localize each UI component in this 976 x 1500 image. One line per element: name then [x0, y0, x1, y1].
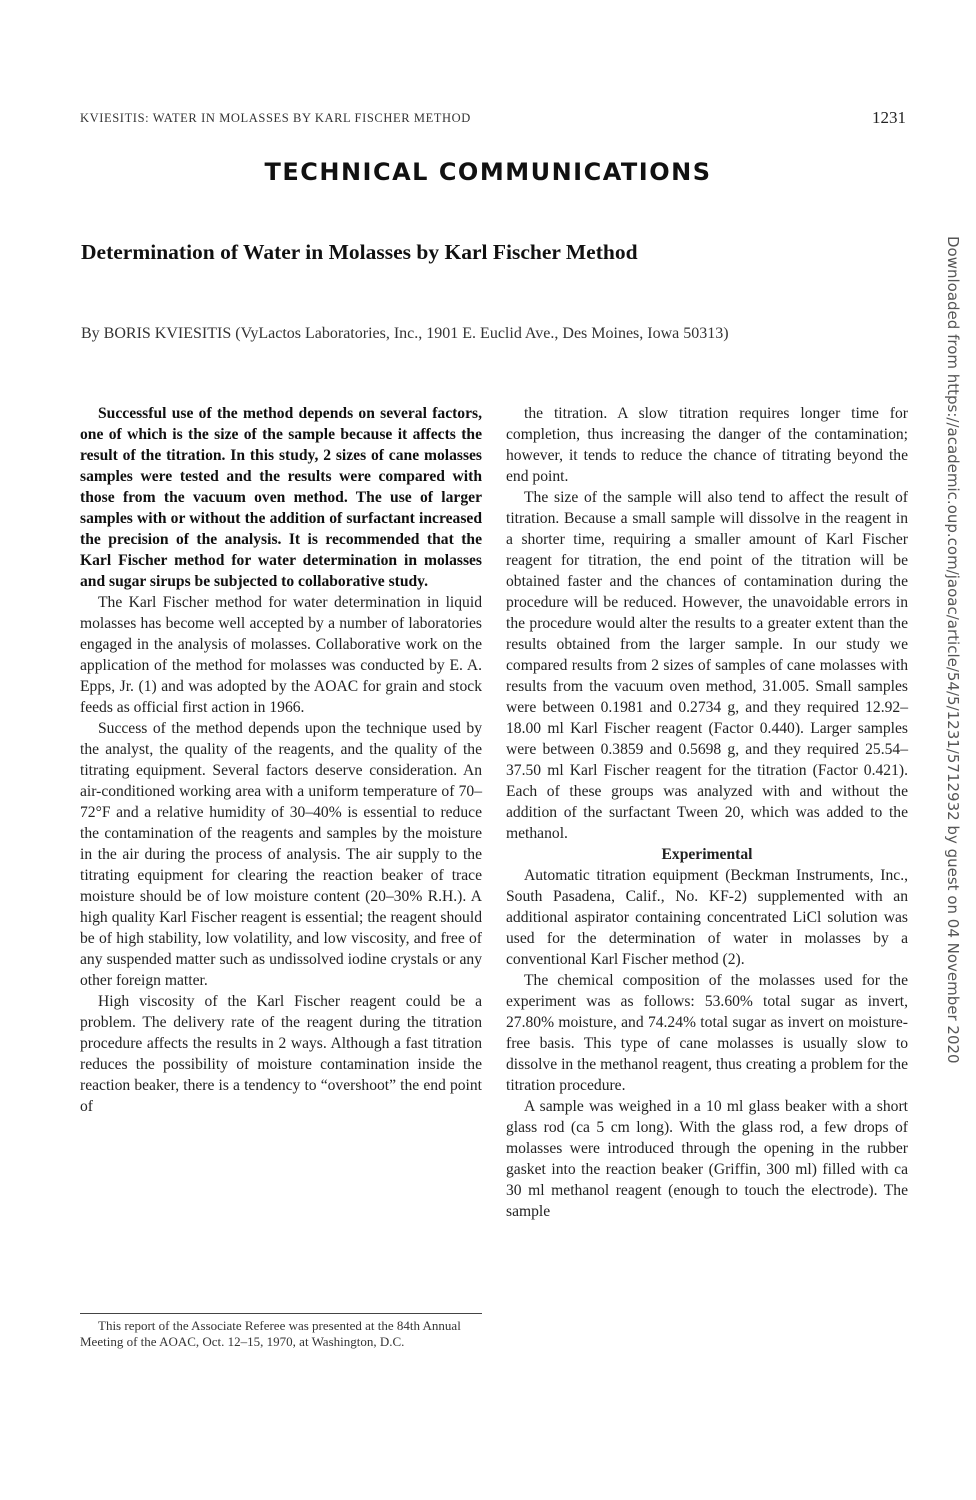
download-watermark: Downloaded from https://academic.oup.com/jaoac/article/54/5/1231/5712932 by guest on 04 November 2020	[944, 236, 962, 1064]
body-paragraph: the titration. A slow titration requires longer time for completion, thus increasing the danger of the contamination; however, it tends to reduce the chance of titrating beyond the end point.	[506, 405, 908, 485]
page-number: 1231	[872, 108, 906, 127]
body-paragraph: Success of the method depends upon the technique used by the analyst, the quality of the reagents, and the quality of the titrating equipment. Several factors deserve consideration. An air-conditioned working area with a uniform temperature of 70–72°F and a relative humidity of 30–40% is essential to reduce the contamination of the reagents and samples by the moisture in the air during the process of analysis. The air supply to the titrating equipment for clearing the reaction beaker of trace moisture should be of low moisture content (20–30% R.H.). A high quality Karl Fischer reagent is essential; the reagent should be of high stability, low volatility, and low viscosity, and free of any suspended matter such as undissolved iodine crystals or any other foreign matter.	[80, 720, 482, 989]
body-paragraph: The Karl Fischer method for water determination in liquid molasses has become well accepted by a number of laboratories engaged in the analysis of molasses. Collaborative work on the application of the method for molasses was conducted by E. A. Epps, Jr. (1) and was adopted by the AOAC for grain and stock feeds as official first action in 1966.	[80, 594, 482, 716]
article-title: Determination of Water in Molasses by Karl Fischer Method	[81, 240, 638, 264]
footnote	[80, 1313, 482, 1350]
body-paragraph: The size of the sample will also tend to affect the result of titration. Because a small sample will dissolve in the reagent in a shorter time, requiring a smaller amount of Karl Fischer reagent for titration, the end point of the titration will be obtained faster and the chances of contamination during the procedure will be reduced. However, the unavoidable errors in the procedure would alter the results to a greater extent than the results obtained from the larger sample. In our study we compared results from 2 sizes of samples of cane molasses with results from the vacuum oven method, 31.005. Small samples were between 0.1981 and 0.2734 g, and they required 12.92–18.00 ml Karl Fischer reagent (Factor 0.440). Larger samples were between 0.3859 and 0.5698 g, and they required 25.54–37.50 ml Karl Fischer reagent for the titration (Factor 0.421). Each of these groups was analyzed with and without the addition of the surfactant Tween 20, which was added to the methanol.	[506, 489, 908, 842]
body-paragraph: The chemical composition of the molasses used for the experiment was as follows: 53.60% total sugar as invert, 27.80% moisture, and 74.24% total sugar as invert on moisture-free basis. This type of cane molasses is usually slow to dissolve in the methanol reagent, thus creating a problem for the titration procedure.	[506, 972, 908, 1094]
byline: By BORIS KVIESITIS (VyLactos Laboratories, Inc., 1901 E. Euclid Ave., Des Moines, Iowa 50313)	[81, 325, 729, 342]
body-paragraph: High viscosity of the Karl Fischer reagent could be a problem. The delivery rate of the reagent during the titration procedure affects the results in 2 ways. Although a fast titration reduces the possibility of moisture contamination inside the reaction beaker, there is a tendency to “overshoot” the end point of	[80, 993, 482, 1115]
section-title: TECHNICAL COMMUNICATIONS	[264, 158, 712, 186]
running-head: KVIESITIS: WATER IN MOLASSES BY KARL FISCHER METHOD	[80, 111, 471, 125]
body-paragraph: A sample was weighed in a 10 ml glass beaker with a short glass rod (ca 5 cm long). With the glass rod, a few drops of molasses were introduced through the opening in the rubber gasket into the reaction beaker (Griffin, 300 ml) filled with ca 30 ml methanol reagent (enough to touch the electrode). The sample	[506, 1098, 908, 1220]
left-column	[80, 403, 482, 1117]
right-column	[506, 403, 908, 1222]
body-paragraph: Automatic titration equipment (Beckman Instruments, Inc., South Pasadena, Calif., No. KF-2) supplemented with an additional aspirator containing concentrated LiCl solution was used for the determination of water in molasses by a conventional Karl Fischer method (2).	[506, 867, 908, 968]
abstract: Successful use of the method depends on several factors, one of which is the size of the sample because it affects the result of the titration. In this study, 2 sizes of cane molasses samples were tested and the results were compared with those from the vacuum oven method. The use of larger samples with or without the addition of surfactant increased the precision of the analysis. It is recommended that the Karl Fischer method for water determination in molasses and sugar sirups be subjected to collaborative study.	[80, 405, 482, 590]
footnote-text: This report of the Associate Referee was presented at the 84th Annual Meeting of the AOAC, Oct. 12–15, 1970, at Washington, D.C.	[80, 1318, 461, 1349]
section-heading-experimental: Experimental	[661, 846, 753, 863]
